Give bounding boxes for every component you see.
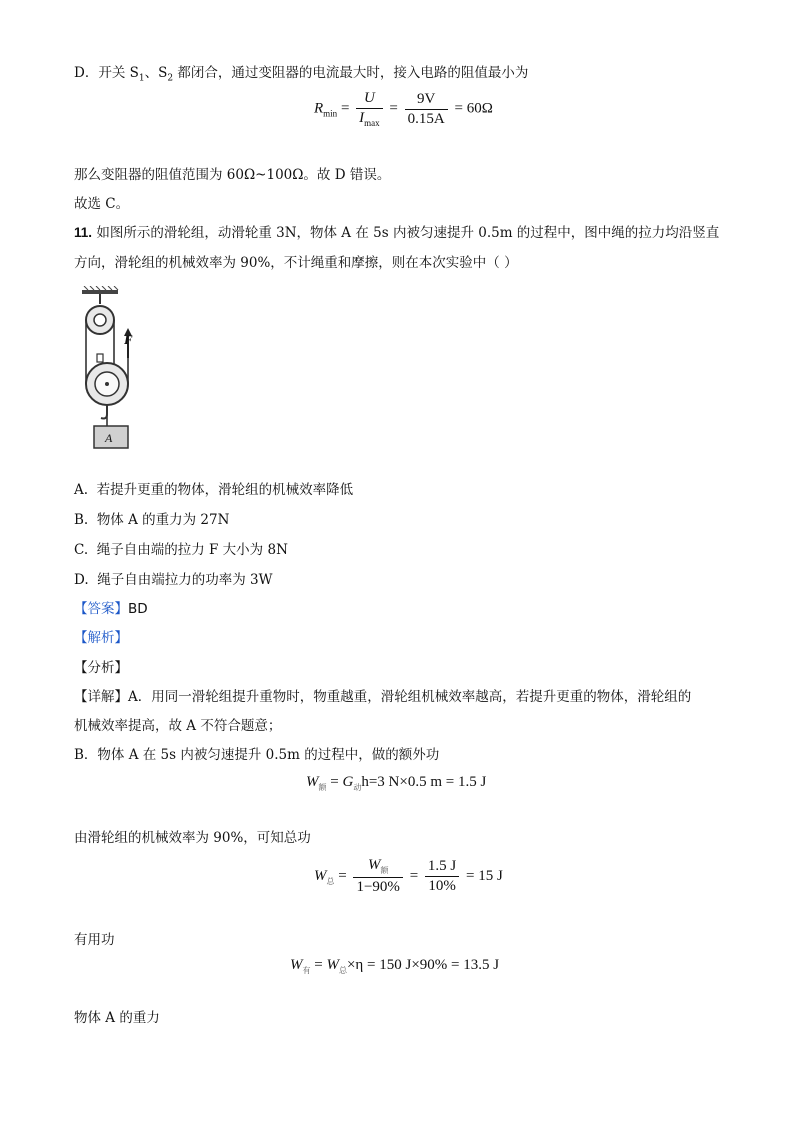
analysis-tag: 【解析】 <box>74 630 128 646</box>
option-a[interactable]: A. 若提升更重的物体，滑轮组的机械效率降低 <box>74 482 354 498</box>
prev-option-d: D．开关 $S_1$、$S_2$ 都闭合，通过变阻器的电流最大时，接入电路的阻值最小为 <box>74 65 529 84</box>
option-label: B. <box>74 512 89 528</box>
efficiency-text: 由滑轮组的机械效率为 90%，可知总功 <box>74 830 311 846</box>
option-c[interactable]: C. 绳子自由端的拉力 F 大小为 8N <box>74 542 288 558</box>
answer-value: BD <box>128 601 148 617</box>
detail-b-intro: B．物体 A 在 5s 内被匀速提升 0.5m 的过程中，做的额外功 <box>74 747 440 763</box>
previous-choice: 故选 C。 <box>74 196 130 212</box>
option-label: D. <box>74 572 89 588</box>
question-number: 11. <box>74 225 93 240</box>
answer-line <box>74 599 148 619</box>
option-label: C. <box>74 542 89 558</box>
fraction-u-over-i: $\frac{U}{I_{max}}$ <box>356 90 383 128</box>
analyze-tag: 【分析】 <box>74 660 128 676</box>
conclusion-text: 那么变阻器的阻值范围为 60Ω~100Ω。故 D 错误。 <box>74 167 391 183</box>
option-d[interactable]: D. 绳子自由端拉力的功率为 3W <box>74 572 273 588</box>
question-11-stem-line2: 方向，滑轮组的机械效率为 90%，不计绳重和摩擦，则在本次实验中（ ） <box>74 255 518 271</box>
detail-tag: 【详解】 <box>74 689 128 705</box>
equation-r-min: $R_{min}$ = $\frac{U}{I_{max}}$ = $\frac{9V}{0.15A}$ = 60Ω <box>314 90 493 128</box>
detail-a-line1: 【详解】A．用同一滑轮组提升重物时，物重越重，滑轮组机械效率越高，若提升更重的物体，滑轮组的 <box>74 689 692 705</box>
force-label: F <box>124 332 133 347</box>
fraction-extra-over-efficiency: $\frac{W_额}{1-90\%}$ <box>353 857 402 896</box>
useful-work-label: 有用功 <box>74 932 115 948</box>
equation-extra-work: $W_额 = G_动h=3$ N×0.5 m = 1.5 J <box>306 774 487 792</box>
answer-tag: 【答案】 <box>74 601 128 617</box>
equation-useful-work: $W_有 = W_总\times\eta = 150$ J×90% = 13.5 J <box>290 957 500 975</box>
fraction-values: $\frac{1.5 J}{10\%}$ <box>425 858 459 895</box>
option-label: D． <box>74 65 99 81</box>
question-11-stem-line1: 11. 如图所示的滑轮组，动滑轮重 3N，物体 A 在 5s 内被匀速提升 0.5m 的过程中，图中绳的拉力均沿竖直 <box>74 225 720 241</box>
block-label: A <box>105 431 113 445</box>
equation-total-work: $W_总$ = $\frac{W_额}{1-90\%}$ = $\frac{1.5 J}{10\%}$ = 15 J <box>314 857 503 895</box>
fraction-values: $\frac{9V}{0.15A}$ <box>405 91 448 128</box>
detail-a-line2: 机械效率提高，故 A 不符合题意； <box>74 718 282 734</box>
ceiling-bar <box>82 290 118 294</box>
option-label: A. <box>74 482 89 498</box>
pulley-system-figure <box>74 286 164 456</box>
gravity-label: 物体 A 的重力 <box>74 1010 160 1026</box>
option-b[interactable]: B. 物体 A 的重力为 27N <box>74 512 230 528</box>
